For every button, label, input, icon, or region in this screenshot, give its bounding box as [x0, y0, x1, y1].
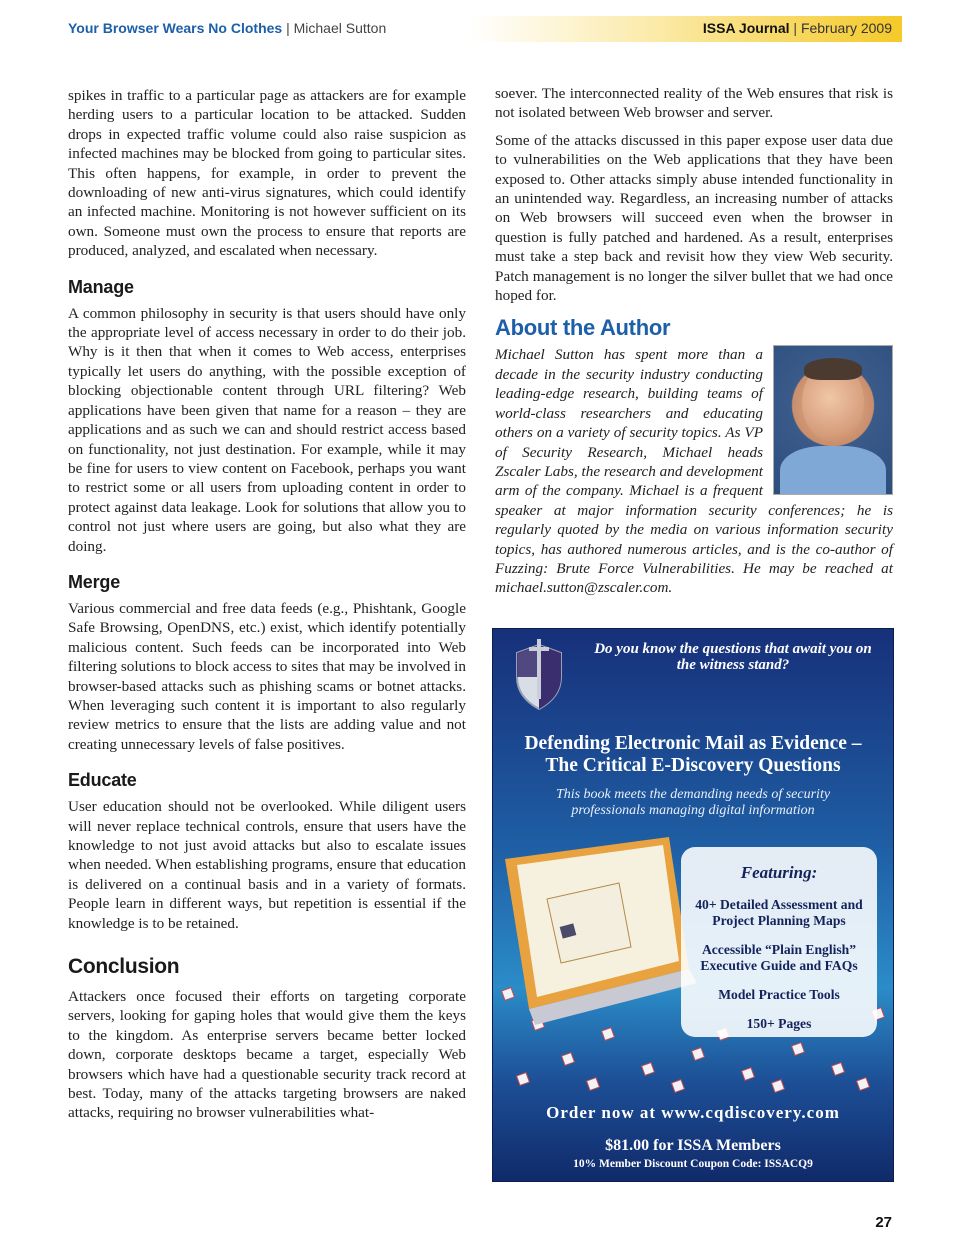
ad-tagline-line-2: professionals managing digital information [571, 803, 815, 818]
intro-paragraph: spikes in traffic to a particular page as attackers are for example herding users to a particular location to be attacked. Sudden drops in expected traffic volume could also raise suspicion as infected machines may be blocked from going to particular sites. This often happens, for example, in order to prevent the downloading of new anti-virus signatures, which could identify an infected machine. Monitoring is not however sufficient on its own. Someone must own the process to ensure that reports are produced, analyzed, and escalated when necessary. [68, 87, 466, 260]
right-column [495, 84, 893, 598]
manage-heading: Manage [68, 276, 134, 297]
educate-paragraph: User education should not be overlooked. While diligent users will never replace technical controls, ensure that users have the knowledge to not just avoid attacks but also to escalate issues when needed. When establishing programs, ensure that education is delivered on a continual basis and in a variety of formats. People learn in different ways, but repetition is essential if the knowledge is to be retained. [68, 798, 466, 932]
author-photo [773, 345, 893, 495]
ad-title-line-2: The Critical E-Discovery Questions [545, 755, 841, 776]
author-bio: Michael Sutton has spent more than a decade in the security industry conducting leading-edge research, building teams of world-class researchers and educating others on a variety of security topics. As VP of Security Research, Michael heads Zscaler Labs, the research and development arm of the company. Michael is a frequent speaker at major information security conferences; he is regularly quoted by the media on various information security topics, has authored numerous articles, and is the co-author of Fuzzing: Brute Force Vulnerabilities. He may be reached at michael.sutton@zscaler.com. [495, 346, 893, 597]
ad-tagline-line-1: This book meets the demanding needs of security [555, 787, 831, 802]
book-on-laptop-illustration [499, 829, 699, 1059]
merge-heading: Merge [68, 571, 121, 592]
featuring-heading: Featuring: [740, 863, 818, 882]
journal-name: ISSA Journal [702, 20, 790, 36]
order-link[interactable]: Order now at www.cqdiscovery.com [546, 1103, 840, 1122]
issue-date: February 2009 [800, 20, 892, 36]
manage-paragraph: A common philosophy in security is that users should have only the appropriate level of access necessary in order to do their job. Why is it then that when it comes to Web access, enterprises typically let users do anything, with the possible exception of blocking objectionable content through URL filtering? Web applications have been given that name for a reason – they are applications and as such we can and should restrict access based on functionality, not just destination. For example, while it may be fine for users to view content on Facebook, perhaps you want to restrict some or all users from uploading content in order to protect against data leakage. Look for solutions that allow you to control not just where users are going, but also what they are doing. [68, 304, 466, 555]
header-separator-right: | [793, 20, 798, 36]
conclusion-paragraph: Attackers once focused their efforts on targeting corporate servers, looking for gaping holes that would give them the keys to the kingdom. As enterprise servers became better locked down, corporate desktops became a target, especially Web browsers which have had a questionable security track record at best. Today, many of the attacks targeting browsers are naked attacks, requiring no browser vulnerabilities what- [68, 988, 466, 1122]
book-advertisement[interactable] [492, 628, 894, 1182]
feature-item: 40+ Detailed Assessment and Project Planning Maps [695, 897, 863, 928]
running-header-right [703, 20, 892, 36]
educate-heading: Educate [68, 770, 137, 791]
running-header-left [68, 20, 386, 36]
left-column [68, 86, 466, 1131]
merge-paragraph: Various commercial and free data feeds (e.g., Phishtank, Google Safe Browsing, OpenDNS, etc.) exist, which identify potentially malicious content. Such feeds can be incorporated into Web filtering solutions to block access to sites that may be involved in browser-based attacks such as phishing scams or botnet attacks. When leveraging such content it is important to also regularly review metrics to ensure that the lists are adding value and not creating unnecessary levels of false positives. [68, 599, 466, 753]
ad-question: Do you know the questions that await you on the witness stand? [594, 641, 872, 673]
about-author-heading: About the Author [495, 315, 671, 341]
ad-tagline [493, 787, 893, 819]
conclusion-heading: Conclusion [68, 955, 180, 979]
shield-logo-icon [513, 639, 565, 711]
header-author: Michael Sutton [293, 20, 387, 36]
article-title: Your Browser Wears No Clothes [68, 20, 283, 36]
header-separator: | [286, 20, 290, 36]
features-panel [681, 847, 877, 1037]
member-price: $81.00 for ISSA Members [605, 1137, 781, 1154]
page-number: 27 [875, 1214, 892, 1231]
ad-title [493, 733, 893, 777]
feature-item: Model Practice Tools [718, 987, 840, 1002]
coupon-code: 10% Member Discount Coupon Code: ISSACQ9 [573, 1158, 813, 1170]
feature-item: Accessible “Plain English” Executive Guide and FAQs [700, 942, 858, 973]
feature-item: 150+ Pages [746, 1016, 812, 1031]
ad-title-line-1: Defending Electronic Mail as Evidence – [524, 733, 862, 754]
second-paragraph: Some of the attacks discussed in this paper expose user data due to vulnerabilities on the Web applications that they have been exposed to. Other attacks simply abuse intended functionality in an unintended way. Regardless, an increasing number of attacks on Web browsers will succeed even when the browser in question is fully patched and hardened. As a result, enterprises must take a step back and revisit how they view Web security. Patch management is no longer the silver bullet that we had once hoped for. [495, 131, 893, 305]
continued-paragraph: soever. The interconnected reality of the Web ensures that risk is not isolated between Web browser and server. [495, 85, 893, 122]
